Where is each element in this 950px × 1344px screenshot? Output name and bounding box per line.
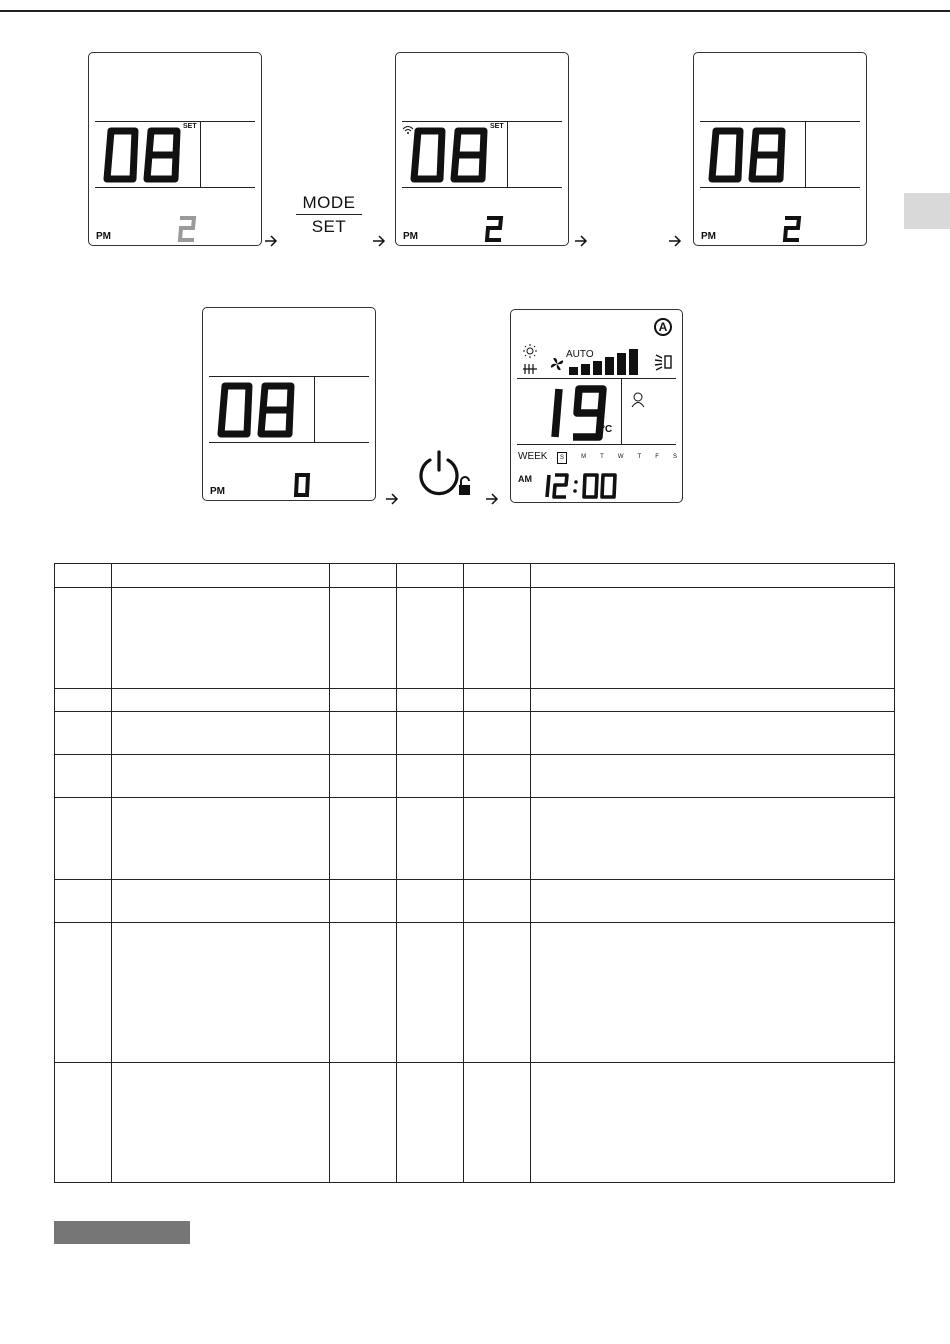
set-label: SET [311,217,347,236]
arrow-right-icon [574,235,588,247]
pm-indicator: PM [701,231,716,242]
segment-digit-2 [484,215,504,243]
arrow-right-icon [385,493,399,505]
segment-digits-08 [103,127,183,183]
divider [402,187,562,188]
weekday: T [637,454,642,460]
weekday: M [581,454,587,460]
pm-indicator: PM [96,231,111,242]
table-row [55,798,895,880]
divider [95,121,255,122]
side-tab [904,193,950,229]
arrow-right-icon [485,493,499,505]
temperature-unit: °C [601,424,613,435]
lcd-panel-1 [88,52,262,246]
table-row [55,588,895,689]
divider [95,187,255,188]
segment-digits-08 [708,127,788,183]
fan-icon [549,356,565,372]
divider [517,378,676,379]
divider [209,442,369,443]
lcd-main-display [510,309,683,503]
weekday: F [655,454,659,460]
divider [402,121,562,122]
table-row [55,1063,895,1183]
table-row [55,712,895,755]
set-indicator: SET [490,123,504,130]
specification-table [54,563,895,1183]
weekday: S [672,454,677,460]
divider [314,376,315,442]
lcd-panel-3 [693,52,867,246]
mode-label: MODE [296,193,362,215]
weekday: T [600,454,604,460]
lcd-panel-2 [395,52,569,246]
set-indicator: SET [183,123,197,130]
section-heading-bar [54,1221,190,1244]
temperature-digits [545,385,607,441]
table-row [55,923,895,1063]
weekday-row [557,452,677,464]
table-row [55,755,895,798]
divider [700,121,860,122]
fan-speed-bars [569,347,645,375]
segment-digit-0 [293,472,311,498]
table-header-row [55,564,895,588]
divider [621,378,622,444]
clock-digits-1200 [543,472,619,500]
table-row [55,880,895,923]
arrow-right-icon [372,235,386,247]
mode-set-button-label [296,193,362,237]
divider [200,121,201,187]
swing-louver-icon [654,352,674,372]
week-label: WEEK [518,451,548,462]
sun-heat-icon [521,344,539,376]
divider [700,187,860,188]
divider [805,121,806,187]
power-icon [416,448,472,500]
lcd-panel-4 [202,307,376,501]
segment-digits-08 [217,382,297,438]
segment-digit-2-dim [177,215,197,243]
padlock-open-icon [459,477,470,495]
divider [517,444,676,445]
fan-auto-label: AUTO [566,349,594,360]
arrow-right-icon [668,235,682,247]
segment-digit-2 [782,215,802,243]
segment-digits-08 [410,127,490,183]
arrow-right-icon [264,235,278,247]
table-row [55,689,895,712]
top-rule [0,10,950,12]
person-icon [631,392,645,408]
divider [507,121,508,187]
pm-indicator: PM [210,486,225,497]
weekday-sunday-selected: S [557,452,567,464]
pm-indicator: PM [403,231,418,242]
weekday: W [617,454,624,460]
divider [209,376,369,377]
am-indicator: AM [518,474,532,484]
auto-mode-badge: A [654,318,672,336]
